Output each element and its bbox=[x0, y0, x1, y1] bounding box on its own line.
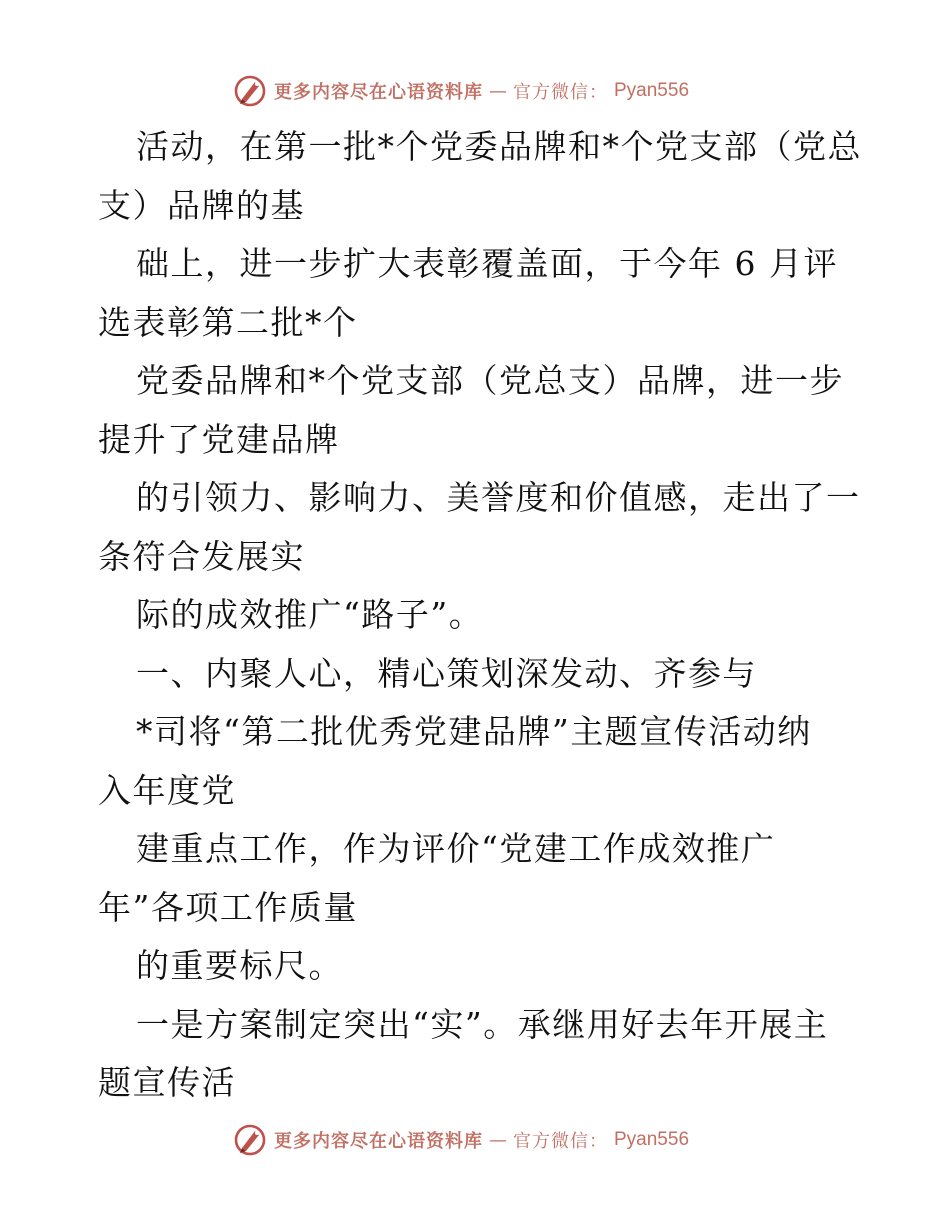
banner-wechat-handle: Pyan556 bbox=[614, 1129, 690, 1150]
banner-separator: — bbox=[489, 1129, 507, 1151]
body-line: 支）品牌的基 bbox=[98, 186, 305, 225]
body-line: 的引领力、影响力、美誉度和价值感，走出了一 bbox=[136, 478, 861, 517]
body-line: 的重要标尺。 bbox=[136, 946, 343, 985]
banner-main-text: 更多内容尽在心语资料库 bbox=[274, 82, 483, 103]
body-line: 建重点工作，作为评价“党建工作成效推广 bbox=[136, 829, 776, 868]
body-line: *司将“第二批优秀党建品牌”主题宣传活动纳 bbox=[136, 712, 812, 751]
body-line: 年”各项工作质量 bbox=[98, 888, 358, 927]
banner-wechat-label: 官方微信： bbox=[513, 82, 608, 103]
body-line: 提升了党建品牌 bbox=[98, 420, 340, 459]
body-line: 活动，在第一批*个党委品牌和*个党支部（党总 bbox=[136, 127, 862, 166]
body-line: 题宣传活 bbox=[98, 1063, 236, 1102]
body-line: 党委品牌和*个党支部（党总支）品牌，进一步 bbox=[136, 361, 844, 400]
body-line: 础上，进一步扩大表彰覆盖面，于今年 6 月评 bbox=[136, 244, 838, 283]
banner-separator: — bbox=[489, 80, 507, 102]
banner-wechat-handle: Pyan556 bbox=[614, 80, 690, 101]
footer-banner bbox=[232, 1120, 689, 1160]
banner-main-text: 更多内容尽在心语资料库 bbox=[274, 1131, 483, 1152]
body-line: 入年度党 bbox=[98, 771, 236, 810]
banner-wechat-label: 官方微信： bbox=[513, 1131, 608, 1152]
body-line: 条符合发展实 bbox=[98, 537, 305, 576]
section-heading: 一、内聚人心，精心策划深发动、齐参与 bbox=[136, 654, 757, 693]
body-line: 际的成效推广“路子”。 bbox=[136, 595, 484, 634]
body-line: 一是方案制定突出“实”。承继用好去年开展主 bbox=[136, 1005, 829, 1044]
body-line: 选表彰第二批*个 bbox=[98, 303, 358, 342]
pen-logo-icon bbox=[232, 1122, 268, 1158]
